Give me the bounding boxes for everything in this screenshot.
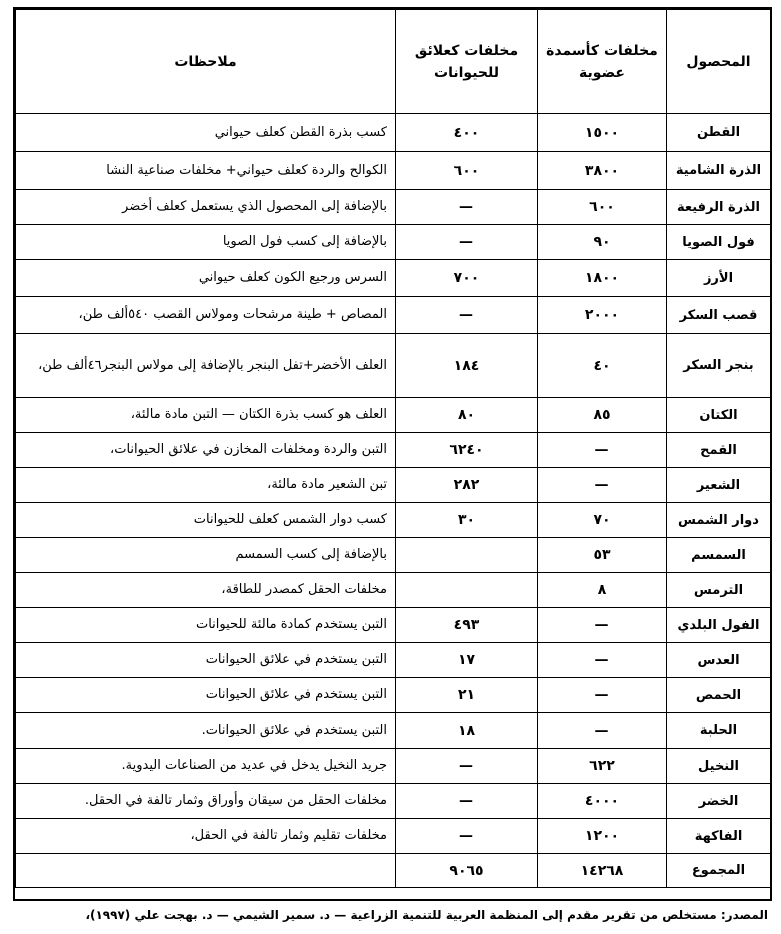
header-animal-feed: مخلفات كعلائق للحيوانات bbox=[396, 10, 538, 114]
notes-cell: جريد النخيل يدخل في عديد من الصناعات اليدوية. bbox=[16, 749, 396, 784]
crop-cell: القطن bbox=[667, 114, 771, 152]
notes-cell: الكوالح والردة كعلف حيواني+ مخلفات صناعية النشا bbox=[16, 152, 396, 190]
organic-fertilizer-cell: — bbox=[538, 433, 667, 468]
animal-feed-cell: ٤٩٣ bbox=[396, 608, 538, 643]
table-row bbox=[16, 433, 771, 468]
animal-feed-cell: — bbox=[396, 225, 538, 260]
crop-cell: دوار الشمس bbox=[667, 503, 771, 538]
organic-fertilizer-cell: ٧٠ bbox=[538, 503, 667, 538]
crop-cell: الفاكهة bbox=[667, 819, 771, 854]
table-row bbox=[16, 398, 771, 433]
table-row bbox=[16, 468, 771, 503]
animal-feed-cell: ٦٠٠ bbox=[396, 152, 538, 190]
table-row bbox=[16, 152, 771, 190]
organic-fertilizer-cell: — bbox=[538, 468, 667, 503]
table-row bbox=[16, 749, 771, 784]
organic-fertilizer-cell: ٦٢٢ bbox=[538, 749, 667, 784]
source-note: المصدر: مستخلص من تقرير مقدم إلى المنظمة العربية للتنمية الزراعية — د. سمير الشيمي — د. بهجت علي (١٩٩٧)، bbox=[85, 908, 768, 922]
notes-cell: بالإضافة إلى كسب السمسم bbox=[16, 538, 396, 573]
animal-feed-cell: — bbox=[396, 819, 538, 854]
table-body bbox=[16, 114, 771, 854]
crop-cell: الخضر bbox=[667, 784, 771, 819]
table-row bbox=[16, 114, 771, 152]
total-row bbox=[16, 854, 771, 888]
organic-fertilizer-cell: — bbox=[538, 608, 667, 643]
table-row bbox=[16, 260, 771, 297]
organic-fertilizer-cell: ٨٥ bbox=[538, 398, 667, 433]
animal-feed-cell: ٤٠٠ bbox=[396, 114, 538, 152]
organic-fertilizer-cell: ٩٠ bbox=[538, 225, 667, 260]
notes-cell: التبن والردة ومخلفات المخازن في علائق الحيوانات، bbox=[16, 433, 396, 468]
organic-fertilizer-cell: ٣٨٠٠ bbox=[538, 152, 667, 190]
notes-cell: السرس ورجيع الكون كعلف حيواني bbox=[16, 260, 396, 297]
notes-cell: مخلفات تقليم وثمار تالفة في الحقل، bbox=[16, 819, 396, 854]
table-row bbox=[16, 713, 771, 749]
animal-feed-cell: — bbox=[396, 297, 538, 334]
table-row bbox=[16, 819, 771, 854]
table-row bbox=[16, 334, 771, 398]
crop-cell: الأرز bbox=[667, 260, 771, 297]
notes-cell: التبن يستخدم في علائق الحيوانات. bbox=[16, 713, 396, 749]
animal-feed-cell: — bbox=[396, 784, 538, 819]
organic-fertilizer-cell: ١٥٠٠ bbox=[538, 114, 667, 152]
table-row bbox=[16, 784, 771, 819]
animal-feed-cell bbox=[396, 573, 538, 608]
notes-cell: التبن يستخدم كمادة مالئة للحيوانات bbox=[16, 608, 396, 643]
crop-cell: العدس bbox=[667, 643, 771, 678]
table-row bbox=[16, 608, 771, 643]
animal-feed-cell: — bbox=[396, 190, 538, 225]
organic-fertilizer-cell: ٤٠ bbox=[538, 334, 667, 398]
crop-cell: الشعير bbox=[667, 468, 771, 503]
notes-cell: مخلفات الحقل من سيقان وأوراق وثمار تالفة في الحقل. bbox=[16, 784, 396, 819]
table-row bbox=[16, 573, 771, 608]
notes-cell: كسب بذرة القطن كعلف حيواني bbox=[16, 114, 396, 152]
residues-table bbox=[13, 7, 772, 901]
notes-cell: مخلفات الحقل كمصدر للطاقة، bbox=[16, 573, 396, 608]
organic-fertilizer-cell: ٦٠٠ bbox=[538, 190, 667, 225]
notes-cell: التبن يستخدم في علائق الحيوانات bbox=[16, 643, 396, 678]
animal-feed-cell: ٦٢٤٠ bbox=[396, 433, 538, 468]
organic-fertilizer-cell: ١٨٠٠ bbox=[538, 260, 667, 297]
crop-cell: الفول البلدي bbox=[667, 608, 771, 643]
crop-cell: الذرة الرفيعة bbox=[667, 190, 771, 225]
animal-feed-cell: ٢١ bbox=[396, 678, 538, 713]
table-row bbox=[16, 678, 771, 713]
organic-fertilizer-cell: — bbox=[538, 643, 667, 678]
notes-cell: بالإضافة إلى كسب فول الصويا bbox=[16, 225, 396, 260]
organic-fertilizer-cell: — bbox=[538, 713, 667, 749]
crop-cell: الكتان bbox=[667, 398, 771, 433]
crop-cell: السمسم bbox=[667, 538, 771, 573]
table-row bbox=[16, 503, 771, 538]
notes-cell: العلف هو كسب بذرة الكتان — التبن مادة مالئة، bbox=[16, 398, 396, 433]
crop-cell: الترمس bbox=[667, 573, 771, 608]
animal-feed-cell: ٧٠٠ bbox=[396, 260, 538, 297]
animal-feed-cell: ٣٠ bbox=[396, 503, 538, 538]
organic-fertilizer-cell: ٥٣ bbox=[538, 538, 667, 573]
crop-cell: الحمص bbox=[667, 678, 771, 713]
notes-cell: المصاص + طينة مرشحات ومولاس القصب ٥٤٠ألف طن، bbox=[16, 297, 396, 334]
notes-cell: كسب دوار الشمس كعلف للحيوانات bbox=[16, 503, 396, 538]
organic-fertilizer-cell: ٢٠٠٠ bbox=[538, 297, 667, 334]
crop-cell: قصب السكر bbox=[667, 297, 771, 334]
organic-fertilizer-cell: ٨ bbox=[538, 573, 667, 608]
notes-cell: بالإضافة إلى المحصول الذي يستعمل كعلف أخضر bbox=[16, 190, 396, 225]
header-notes: ملاحظات bbox=[16, 10, 396, 114]
crop-cell: الذرة الشامية bbox=[667, 152, 771, 190]
crop-cell: القمح bbox=[667, 433, 771, 468]
animal-feed-cell: — bbox=[396, 749, 538, 784]
crop-cell: فول الصويا bbox=[667, 225, 771, 260]
crop-cell: النخيل bbox=[667, 749, 771, 784]
crop-cell: الحلبة bbox=[667, 713, 771, 749]
organic-fertilizer-cell: ٤٠٠٠ bbox=[538, 784, 667, 819]
total-organic: ١٤٢٦٨ bbox=[538, 854, 667, 888]
header-row bbox=[16, 10, 771, 114]
animal-feed-cell: ١٨٤ bbox=[396, 334, 538, 398]
table-row bbox=[16, 225, 771, 260]
animal-feed-cell: ٢٨٢ bbox=[396, 468, 538, 503]
notes-cell: التبن يستخدم في علائق الحيوانات bbox=[16, 678, 396, 713]
animal-feed-cell bbox=[396, 538, 538, 573]
table-row bbox=[16, 643, 771, 678]
total-note bbox=[16, 854, 396, 888]
table-row bbox=[16, 538, 771, 573]
total-label: المجموع bbox=[667, 854, 771, 888]
notes-cell: العلف الأخضر+تفل البنجر بالإضافة إلى مولاس البنجر٤٦ألف طن، bbox=[16, 334, 396, 398]
notes-cell: تبن الشعير مادة مالئة، bbox=[16, 468, 396, 503]
animal-feed-cell: ١٧ bbox=[396, 643, 538, 678]
animal-feed-cell: ٨٠ bbox=[396, 398, 538, 433]
animal-feed-cell: ١٨ bbox=[396, 713, 538, 749]
total-feed: ٩٠٦٥ bbox=[396, 854, 538, 888]
organic-fertilizer-cell: ١٢٠٠ bbox=[538, 819, 667, 854]
header-organic-fertilizer: مخلفات كأسمدة عضوية bbox=[538, 10, 667, 114]
organic-fertilizer-cell: — bbox=[538, 678, 667, 713]
header-crop: المحصول bbox=[667, 10, 771, 114]
table-row bbox=[16, 297, 771, 334]
crop-cell: بنجر السكر bbox=[667, 334, 771, 398]
table-row bbox=[16, 190, 771, 225]
